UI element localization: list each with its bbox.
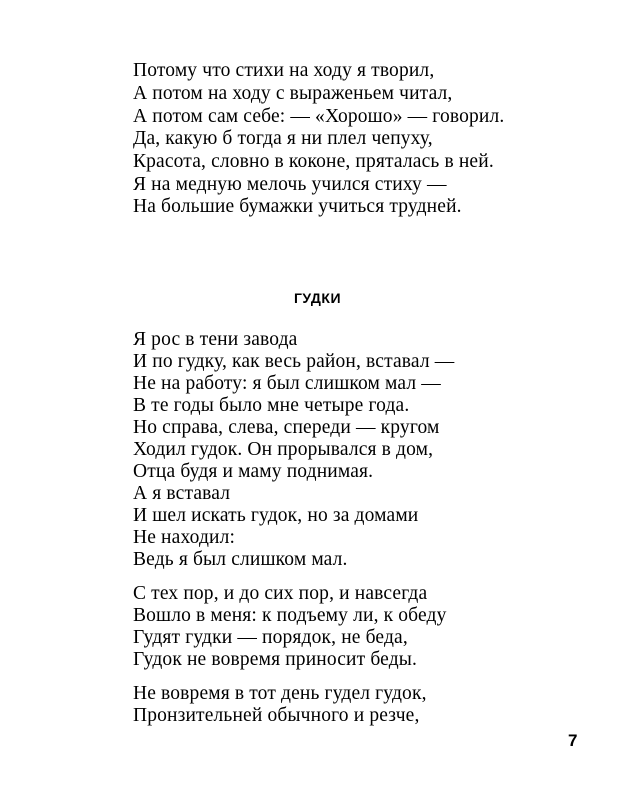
poem-line: Не вовремя в тот день гудел гудок, [133, 683, 427, 704]
poem-line: Вошло в меня: к подъему ли, к обеду [133, 605, 447, 626]
page-number: 7 [568, 731, 578, 750]
poem-line: Отца будя и маму поднимая. [133, 461, 374, 482]
poem-line: Но справа, слева, спереди — кругом [133, 417, 440, 438]
poem-line: А я вставал [133, 483, 231, 504]
poem-line: Да, какую б тогда я ни плел чепуху, [133, 128, 433, 149]
poem-line: Не находил: [133, 527, 236, 548]
poem-line: Не на работу: я был слишком мал — [133, 373, 441, 394]
poem-line: В те годы было мне четыре года. [133, 395, 410, 416]
poem-line: И по гудку, как весь район, вставал — [133, 351, 455, 372]
poem-line: И шел искать гудок, но за домами [133, 505, 419, 526]
poem-line: На большие бумажки учиться трудней. [133, 196, 462, 217]
poem-title: ГУДКИ [293, 290, 341, 306]
poem-line: С тех пор, и до сих пор, и навсегда [133, 583, 428, 604]
poem-line: Пронзительней обычного и резче, [133, 705, 420, 726]
poem-line: Я на медную мелочь учился стиху — [133, 174, 447, 195]
poem-line: Я рос в тени завода [133, 329, 298, 350]
poem-line: А потом сам себе: — «Хорошо» — говорил. [133, 106, 505, 127]
poem-line: Ходил гудок. Он прорывался в дом, [133, 439, 434, 460]
poem-line: Красота, словно в коконе, пряталась в ней. [133, 151, 494, 172]
poem-line: Гудят гудки — порядок, не беда, [133, 627, 408, 648]
poem-line: Ведь я был слишком мал. [133, 549, 348, 570]
poem-line: Гудок не вовремя приносит беды. [133, 649, 418, 670]
poem-line: А потом на ходу с выраженьем читал, [133, 83, 453, 104]
poem-line: Потому что стихи на ходу я творил, [133, 60, 435, 81]
